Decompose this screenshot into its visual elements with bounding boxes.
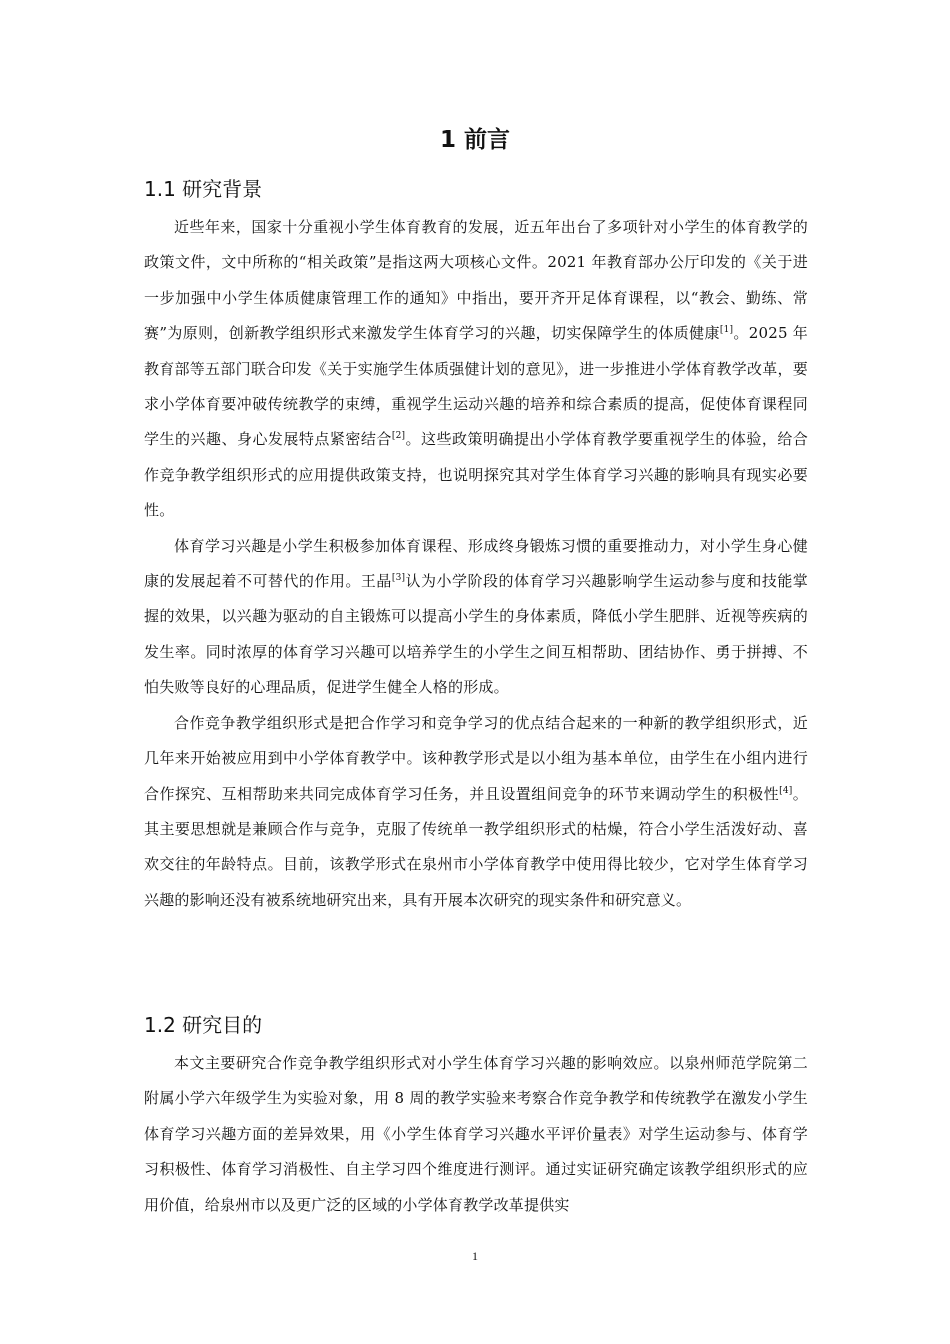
chapter-title: 1 前言 (439, 127, 510, 153)
paragraph (144, 529, 808, 706)
section-heading: 1.2 研究目的 (144, 1013, 263, 1037)
paragraph-text: 。其主要思想就是兼顾合作与竞争，克服了传统单一教学组织形式的枯燥，符合小学生活泼好动、喜欢交往的年龄特点。目前，该教学形式在泉州市小学体育教学中使用得比较少，它对学生体育学习兴趣的影响还没有被系统地研究出来，具有开展本次研究的现实条件和研究意义。 (144, 784, 808, 909)
paragraph-text: 近些年来，国家十分重视小学生体育教育的发展，近五年出台了多项针对小学生的体育教学的政策文件，文中所称的“相关政策”是指这两大项核心文件。2021 年教育部办公厅印发的《关于进一步加强中小学生体质健康管理工作的通知》中指出，要开齐开足体育课程，以“教会、勤练、常赛”为原则，创新教学组织形式来激发学生体育学习的兴趣，切实保障学生的体质健康 (144, 218, 808, 343)
paragraph (144, 706, 808, 918)
citation-mark: [3] (391, 573, 406, 584)
citation-mark: [2] (391, 431, 406, 442)
paragraph-text: 体育学习兴趣是小学生积极参加体育课程、形成终身锻炼习惯的重要推动力，对小学生身心健康的发展起着不可替代的作用。王晶 (144, 536, 808, 591)
paragraph-text: 。2025 年教育部等五部门联合印发《关于实施学生体质强健计划的意见》，进一步推进小学体育教学改革，要求小学体育要冲破传统教学的束缚，重视学生运动兴趣的培养和综合素质的提高，促使体育课程同学生的兴趣、身心发展特点紧密结合 (144, 324, 809, 449)
page-number: 1 (472, 1249, 478, 1263)
section-research-background (144, 174, 808, 918)
paragraph (144, 210, 808, 529)
citation-mark: [4] (779, 785, 793, 796)
paragraph-text: 认为小学阶段的体育学习兴趣影响学生运动参与度和技能掌握的效果，以兴趣为驱动的自主锻炼可以提高小学生的身体素质，降低小学生肥胖、近视等疾病的发生率。同时浓厚的体育学习兴趣可以培养学生的小学生之间互相帮助、团结协作、勇于拼搏、不怕失败等良好的心理品质，促进学生健全人格的形成。 (144, 572, 809, 697)
citation-mark: [1] (719, 325, 734, 336)
paragraph-text: 本文主要研究合作竞争教学组织形式对小学生体育学习兴趣的影响效应。以泉州师范学院第二附属小学六年级学生为实验对象，用 8 周的教学实验来考察合作竞争教学和传统教学在激发小学生体育学习兴趣方面的差异效果，用《小学生体育学习兴趣水平评价量表》对学生运动参与、体育学习积极性、体育学习消极性、自主学习四个维度进行测评。通过实证研究确定该教学组织形式的应用价值，给泉州市以及更广泛的区域的小学体育教学改革提供实 (144, 1054, 808, 1214)
paragraph-text: 。这些政策明确提出小学体育教学要重视学生的体验，给合作竞争教学组织形式的应用提供政策支持，也说明探究其对学生体育学习兴趣的影响具有现实必要性。 (144, 430, 809, 520)
section-research-purpose (144, 1010, 808, 1223)
section-heading: 1.1 研究背景 (144, 177, 263, 201)
paragraph (144, 1046, 808, 1223)
paragraph-text: 合作竞争教学组织形式是把合作学习和竞争学习的优点结合起来的一种新的教学组织形式，近几年来开始被应用到中小学体育教学中。该种教学形式是以小组为基本单位，由学生在小组内进行合作探究、互相帮助来共同完成体育学习任务，并且设置组间竞争的环节来调动学生的积极性 (144, 713, 808, 803)
